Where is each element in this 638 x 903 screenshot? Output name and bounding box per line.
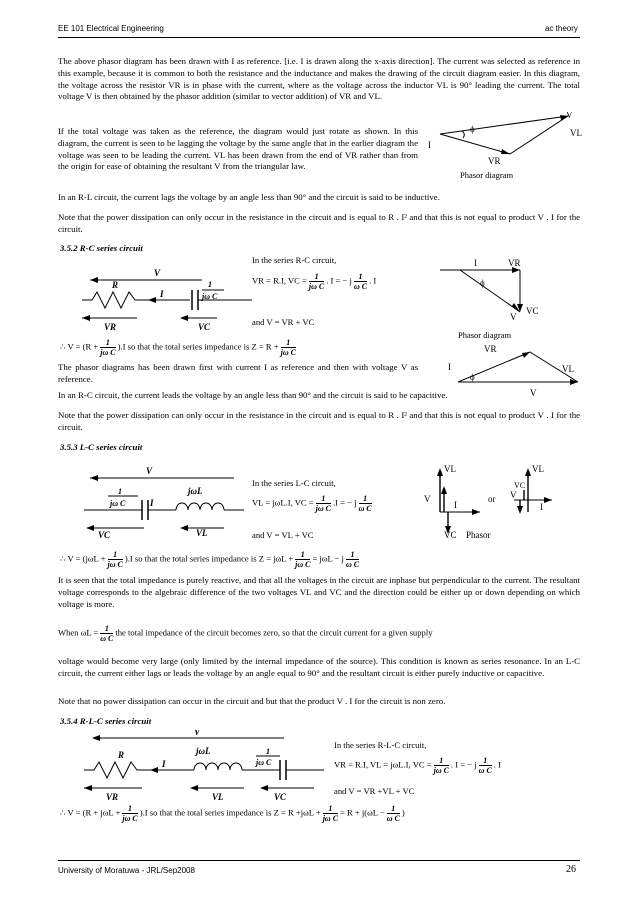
svg-text:VL: VL <box>532 464 544 474</box>
svg-text:VC: VC <box>198 322 211 332</box>
footer-institution: University of Moratuwa - JRL/Sep2008 <box>58 866 195 875</box>
svg-text:Phasor diagram: Phasor diagram <box>458 330 512 340</box>
svg-text:VL: VL <box>212 792 224 802</box>
svg-text:jω C: jω C <box>110 499 126 508</box>
lc-intro: In the series L-C circuit, <box>252 478 336 488</box>
lc-phasor-diagrams <box>414 462 584 544</box>
rlc-equation-2: and V = VR +VL + VC <box>334 786 415 796</box>
svg-text:R: R <box>112 280 119 290</box>
phi-label: ϕ <box>470 124 475 134</box>
rc-paragraph-phasor: The phasor diagrams has been drawn first with current I as reference and then with voltage V as reference. <box>58 362 418 384</box>
svg-text:I: I <box>162 759 166 769</box>
svg-text:jωL: jωL <box>196 746 211 756</box>
rc-circuit-diagram <box>82 260 262 340</box>
svg-text:VL: VL <box>196 528 208 538</box>
lc-resonance-condition: When ωL = $\frac{1}{\text{ω C}}$ the total impedance of the circuit becomes zero, so that the circuit current for a given supply <box>58 624 433 643</box>
svg-text:1: 1 <box>208 280 212 289</box>
rc-paragraph-power: Note that the power dissipation can only occur in the resistance in the circuit and is equal to R . I² and that this is not equal to product V . I for the circuit. <box>58 410 580 432</box>
svg-text:V: V <box>154 268 161 278</box>
svg-text:jω C: jω C <box>256 758 272 767</box>
lc-impedance-equation: ∴ V = (jωL + $\frac{1}{\text{jω C}}$ ).I so that the total series impedance is Z = jωL + $\frac{1}{\text{jω C}}$ = jωL − j $\frac{1}{\text{ω C}}$ <box>60 550 360 569</box>
section-title-rc: 3.5.2 R-C series circuit <box>60 243 143 253</box>
svg-text:VC: VC <box>274 792 287 802</box>
svg-text:1: 1 <box>266 747 270 756</box>
rl-phasor-diagram <box>420 112 590 184</box>
svg-text:V: V <box>146 466 153 476</box>
svg-text:V: V <box>530 388 537 398</box>
svg-text:ϕ: ϕ <box>480 278 485 288</box>
rc-equation-1: VR = R.I, VC = $\frac{1}{\text{jω C}}$ . I = − j $\frac{1}{\text{ω C}}$ . I <box>252 272 377 291</box>
svg-text:VR: VR <box>508 258 521 268</box>
rc-phasor-diagrams <box>440 258 590 403</box>
header-topic: ac theory <box>545 24 578 33</box>
svg-text:I: I <box>150 498 154 508</box>
v-label: V <box>566 112 573 120</box>
svg-text:VR: VR <box>484 344 497 354</box>
rc-intro: In the series R-C circuit, <box>252 255 337 265</box>
paragraph-rotation: If the total voltage was taken as the reference, the diagram would just rotate as shown. In this diagram, the current is seen to be lagging the voltage by the same angle that in the earlier diagram the voltage was seen to be leading the current. VL has been drawn from the end of VR rather than from the origin for ease of obtaining the resultant V from the triangular law. <box>58 126 418 172</box>
rlc-equation-1: VR = R.I, VL = jωL.I, VC = $\frac{1}{\text{jω C}}$ . I = − j $\frac{1}{\text{ω C}}$ . I <box>334 756 501 775</box>
paragraph-inductive: In an R-L circuit, the current lags the voltage by an angle less than 90° and the circuit is said to be inductive. <box>58 192 440 202</box>
svg-text:VC: VC <box>514 481 526 490</box>
rc-impedance-equation: ∴ V = (R + $\frac{1}{\text{jω C}}$ ).I so that the total series impedance is Z = R + $\frac{1}{\text{jω C}}$ <box>60 338 296 357</box>
rlc-intro: In the series R-L-C circuit, <box>334 740 427 750</box>
svg-text:VC: VC <box>444 530 457 540</box>
rc-paragraph-capacitive: In an R-C circuit, the current leads the voltage by an angle less than 90° and the circuit is said to be capacitive. <box>58 390 448 400</box>
svg-text:VR: VR <box>106 792 119 802</box>
phasor-caption: Phasor diagram <box>460 170 514 180</box>
svg-text:VC: VC <box>526 306 539 316</box>
rc-equation-2: and V = VR + VC <box>252 317 315 327</box>
v-phasor <box>440 116 568 134</box>
svg-text:I: I <box>474 258 477 268</box>
page-number: 26 <box>566 864 576 875</box>
lc-paragraph-resonance: voltage would become very large (only limited by the internal impedance of the source). This condition is known as series resonance. In an L-C circuit, the current either lags or leads the voltage by an angle equal to 90° and the resultant circuit is either purely inductive or capacitive. <box>58 656 580 678</box>
footer-rule <box>58 860 580 861</box>
svg-text:V: V <box>424 494 431 504</box>
svg-text:jω C: jω C <box>202 292 218 301</box>
vl-label: VL <box>570 128 582 138</box>
lc-circuit-diagram <box>84 458 254 540</box>
lc-equation-1: VL = jωL.I, VC = $\frac{1}{\text{jω C}}$ .I = − j $\frac{1}{\text{ω C}}$ <box>252 494 372 513</box>
svg-text:I: I <box>454 500 457 510</box>
svg-text:VL: VL <box>444 464 456 474</box>
svg-text:I: I <box>160 289 164 299</box>
lc-paragraph-power: Note that no power dissipation can occur in the circuit and but that the product V . I for the circuit is non zero. <box>58 696 446 706</box>
section-title-lc: 3.5.3 L-C series circuit <box>60 442 143 452</box>
vr-phasor <box>440 134 510 154</box>
paragraph-power-rl: Note that the power dissipation can only occur in the resistance in the circuit and is equal to R . I² and that this is not equal to product V . I for the circuit. <box>58 212 580 234</box>
svg-text:I: I <box>448 362 451 372</box>
rlc-circuit-diagram <box>84 730 334 804</box>
svg-text:jωL: jωL <box>188 486 203 496</box>
section-title-rlc: 3.5.4 R-L-C series circuit <box>60 716 152 726</box>
svg-text:VR: VR <box>104 322 117 332</box>
svg-text:I: I <box>540 502 543 512</box>
svg-text:VL: VL <box>562 364 574 374</box>
vl-phasor <box>510 116 568 154</box>
lc-equation-2: and V = VL + VC <box>252 530 314 540</box>
vr-label: VR <box>488 156 501 166</box>
lc-paragraph-reactive: It is seen that the total impedance is purely reactive, and that all the voltages in the circuit are inphase but perpendicular to the current. The resultant voltage corresponds to the algebraic difference of the two voltages VL and VC and the direction could be either up or down depending on which voltage is more. <box>58 575 580 609</box>
svg-text:R: R <box>118 750 125 760</box>
header-course: EE 101 Electrical Engineering <box>58 24 164 33</box>
rlc-impedance-equation: ∴ V = (R + jωL + $\frac{1}{\text{jω C}}$ ).I so that the total series impedance is Z = R +jωL + $\frac{1}{\text{jω C}}$ = R + j(ωL − $\frac{1}{\text{ω C}}$ ) <box>60 804 405 823</box>
svg-text:V: V <box>194 730 201 737</box>
svg-text:ϕ: ϕ <box>470 372 475 382</box>
svg-text:V: V <box>510 312 517 322</box>
svg-text:VC: VC <box>98 530 111 540</box>
svg-text:or: or <box>488 494 496 504</box>
svg-text:1: 1 <box>118 487 122 496</box>
svg-text:Phasor: Phasor <box>466 530 491 540</box>
i-label: I <box>428 140 431 150</box>
svg-text:V: V <box>510 490 517 500</box>
header-rule <box>58 37 580 38</box>
paragraph-reference: The above phasor diagram has been drawn with I as reference. [i.e. I is drawn along the x-axis direction]. The current was selected as reference in this example, because it is common to both the resistance and the inductance and makes the drawing of the circuit diagram easier. In this diagram, the voltage across the resistor VR is in phase with the current, where as the voltage across the inductor VL is 90° leading the current. The total voltage V is then obtained by the phasor addition (similar to vector addition) of VR and VL. <box>58 56 580 102</box>
